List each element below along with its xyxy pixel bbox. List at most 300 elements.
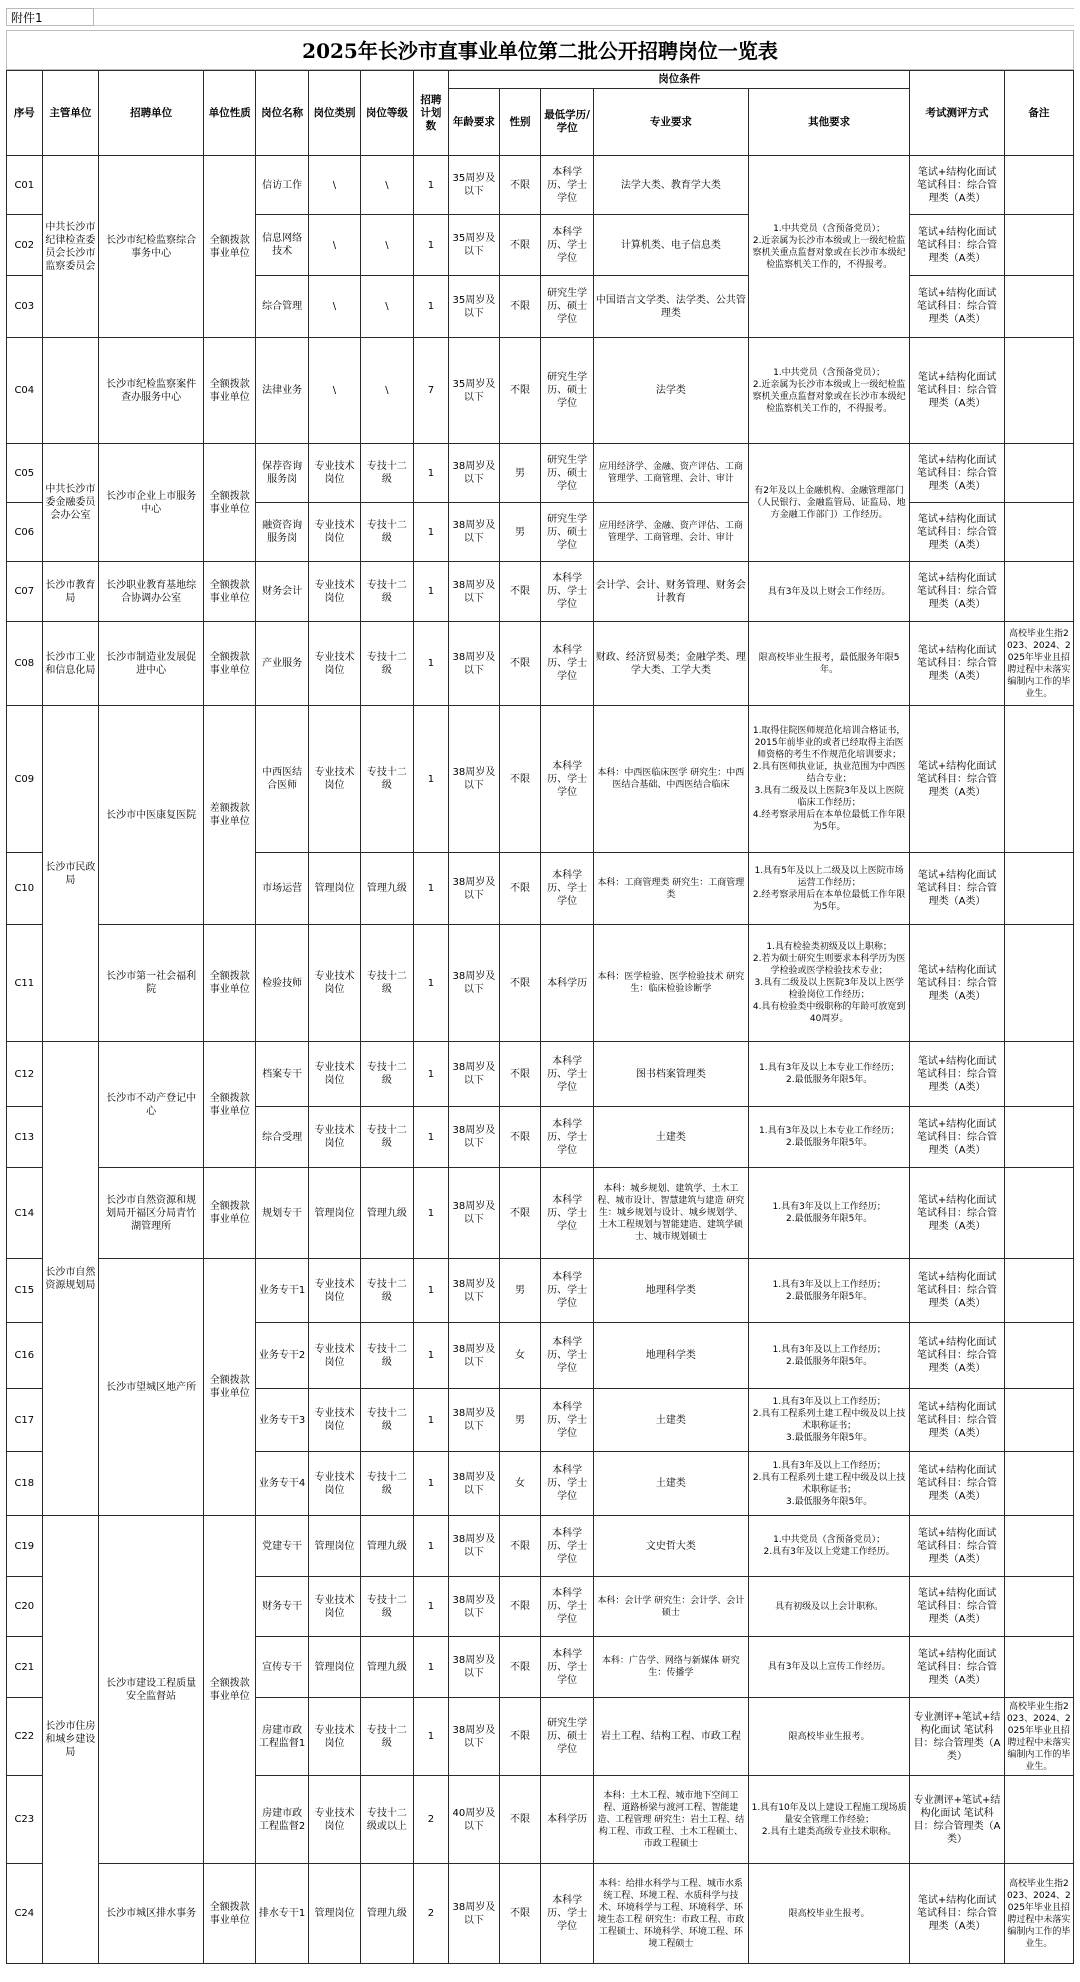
post-cell: 宣传专干: [256, 1637, 308, 1698]
header-seq: 序号: [7, 71, 43, 156]
note-cell: [1004, 1042, 1073, 1107]
exam-cell: 笔试+结构化面试 笔试科目：综合管理类（A类）: [910, 853, 1004, 925]
exam-cell: 笔试+结构化面试 笔试科目：综合管理类（A类）: [910, 925, 1004, 1042]
major-cell: 地理科学类: [593, 1323, 748, 1389]
post-cell: 规划专干: [256, 1168, 308, 1259]
header-unit: 招聘单位: [99, 71, 204, 156]
gender-cell: 不限: [499, 925, 541, 1042]
category-cell: \: [308, 338, 360, 444]
count-cell: 1: [413, 1637, 449, 1698]
count-cell: 1: [413, 1516, 449, 1577]
note-cell: [1004, 1168, 1073, 1259]
other-cell: 具有3年及以上财会工作经历。: [748, 562, 909, 622]
major-cell: 本科：土木工程、城市地下空间工程、道路桥梁与渡河工程、智能建造、工程管理 研究生：岩土工程、结构工程、市政工程、土木工程硕士、市政工程硕士: [593, 1776, 748, 1864]
major-cell: 计算机类、电子信息类: [593, 215, 748, 276]
age-cell: 38周岁及以下: [449, 1577, 499, 1637]
gender-cell: 不限: [499, 853, 541, 925]
major-cell: 本科：工商管理类 研究生：工商管理类: [593, 853, 748, 925]
nature-cell: 全额拨款事业单位: [204, 444, 256, 562]
table-row: [7, 1864, 1074, 1964]
category-cell: 专业技术岗位: [308, 1389, 360, 1452]
row-id: C20: [7, 1577, 43, 1637]
grade-cell: 管理九级: [361, 1864, 413, 1964]
other-cell: 限高校毕业生报考。: [748, 1864, 909, 1964]
table-row: [7, 1259, 1074, 1323]
other-cell: 1.中共党员（含预备党员）； 2.近亲属为长沙市本级或上一级纪检监察机关重点监督对象或在长沙市本级纪检监察机关工作的，不得报考。: [748, 338, 909, 444]
header-grade: 岗位等级: [361, 71, 413, 156]
post-cell: 房建市政工程监督1: [256, 1698, 308, 1776]
grade-cell: 专技十二级: [361, 562, 413, 622]
major-cell: 本科：给排水科学与工程、城市水系统工程、环境工程、水质科学与技术、环境科学与工程、环境科学、环境生态工程 研究生：市政工程、市政工程硕士、环境科学、环境工程、环境工程硕士: [593, 1864, 748, 1964]
exam-cell: 笔试+结构化面试 笔试科目：综合管理类（A类）: [910, 562, 1004, 622]
post-cell: 业务专干1: [256, 1259, 308, 1323]
note-cell: [1004, 562, 1073, 622]
nature-cell: 全额拨款事业单位: [204, 562, 256, 622]
table-row: [7, 1168, 1074, 1259]
category-cell: 专业技术岗位: [308, 1452, 360, 1516]
gender-cell: 不限: [499, 1168, 541, 1259]
post-cell: 信息网络技术: [256, 215, 308, 276]
other-cell: 1.具有检验类初级及以上职称； 2.若为硕士研究生则要求本科学历为医学检验或医学检验技术专业； 3.具有二级及以上医院3年及以上医学检验岗位工作经历； 4.具有检验类中级职称的年龄可放宽到40周岁。: [748, 925, 909, 1042]
category-cell: 专业技术岗位: [308, 706, 360, 853]
header-nature: 单位性质: [204, 71, 256, 156]
dept-cell: 中共长沙市委金融委员会办公室: [42, 444, 99, 562]
grade-cell: 专技十二级: [361, 1698, 413, 1776]
nature-cell: 全额拨款事业单位: [204, 156, 256, 338]
gender-cell: 不限: [499, 562, 541, 622]
major-cell: 应用经济学、金融、资产评估、工商管理学、工商管理、会计、审计: [593, 503, 748, 562]
major-cell: 本科：城乡规划、建筑学、土木工程、城市设计、智慧建筑与建造 研究生：城乡规划与设计、城乡规划学、土木工程规划与智能建造、建筑学硕士、城市规划硕士: [593, 1168, 748, 1259]
count-cell: 1: [413, 276, 449, 338]
header-note: 备注: [1004, 71, 1073, 156]
post-cell: 财务专干: [256, 1577, 308, 1637]
grade-cell: 专技十二级: [361, 444, 413, 503]
age-cell: 38周岁及以下: [449, 1107, 499, 1168]
attachment-label: 附件1: [6, 8, 94, 26]
row-id: C21: [7, 1637, 43, 1698]
age-cell: 38周岁及以下: [449, 444, 499, 503]
row-id: C06: [7, 503, 43, 562]
exam-cell: 笔试+结构化面试 笔试科目：综合管理类（A类）: [910, 156, 1004, 215]
category-cell: 专业技术岗位: [308, 1107, 360, 1168]
grade-cell: \: [361, 338, 413, 444]
note-cell: [1004, 1577, 1073, 1637]
count-cell: 1: [413, 1323, 449, 1389]
other-cell: 1.具有10年及以上建设工程施工现场质量安全管理工作经验； 2.具有土建类高级专业技术职称。: [748, 1776, 909, 1864]
other-cell: 1.取得住院医师规范化培训合格证书，2015年前毕业的或者已经取得主治医师资格的考生不作规范化培训要求； 2.具有医师执业证，执业范围为中西医结合专业； 3.具有二级及以上医院3年及以上医院临床工作经历； 4.经考察录用后在本单位最低工作年限为5年。: [748, 706, 909, 853]
note-cell: [1004, 276, 1073, 338]
exam-cell: 笔试+结构化面试 笔试科目：综合管理类（A类）: [910, 338, 1004, 444]
edu-cell: 本科学历: [541, 1776, 593, 1864]
unit-cell: 长沙市不动产登记中心: [99, 1042, 204, 1168]
gender-cell: 不限: [499, 215, 541, 276]
age-cell: 40周岁及以下: [449, 1776, 499, 1864]
recruitment-table: [6, 70, 1074, 1964]
grade-cell: 专技十二级: [361, 706, 413, 853]
count-cell: 1: [413, 1698, 449, 1776]
gender-cell: 不限: [499, 338, 541, 444]
other-cell: 1.具有3年及以上工作经历； 2.最低服务年限5年。: [748, 1168, 909, 1259]
other-cell: 1.具有3年及以上本专业工作经历； 2.最低服务年限5年。: [748, 1107, 909, 1168]
count-cell: 1: [413, 1389, 449, 1452]
header-other: 其他要求: [748, 89, 909, 156]
count-cell: 1: [413, 444, 449, 503]
row-id: C16: [7, 1323, 43, 1389]
nature-cell: 全额拨款事业单位: [204, 925, 256, 1042]
header-exam: 考试测评方式: [910, 71, 1004, 156]
edu-cell: 本科学历、学士学位: [541, 1107, 593, 1168]
other-cell: 有2年及以上金融机构、金融管理部门（人民银行、金融监管局、证监局、地方金融工作部门）工作经历。: [748, 444, 909, 562]
age-cell: 38周岁及以下: [449, 1168, 499, 1259]
row-id: C02: [7, 215, 43, 276]
note-cell: [1004, 444, 1073, 503]
edu-cell: 本科学历、学士学位: [541, 1168, 593, 1259]
edu-cell: 本科学历、学士学位: [541, 1323, 593, 1389]
row-id: C24: [7, 1864, 43, 1964]
age-cell: 35周岁及以下: [449, 338, 499, 444]
category-cell: \: [308, 156, 360, 215]
exam-cell: 笔试+结构化面试 笔试科目：综合管理类（A类）: [910, 1042, 1004, 1107]
count-cell: 1: [413, 706, 449, 853]
count-cell: 2: [413, 1864, 449, 1964]
header-edu: 最低学历/学位: [541, 89, 593, 156]
major-cell: 图书档案管理类: [593, 1042, 748, 1107]
note-cell: [1004, 1389, 1073, 1452]
table-row: [7, 622, 1074, 706]
exam-cell: 笔试+结构化面试 笔试科目：综合管理类（A类）: [910, 1864, 1004, 1964]
category-cell: 专业技术岗位: [308, 1042, 360, 1107]
category-cell: 管理岗位: [308, 853, 360, 925]
gender-cell: 男: [499, 1259, 541, 1323]
exam-cell: 专业测评+笔试+结构化面试 笔试科目：综合管理类（A类）: [910, 1776, 1004, 1864]
major-cell: 财政、经济贸易类；金融学类、理学大类、工学大类: [593, 622, 748, 706]
nature-cell: 全额拨款事业单位: [204, 338, 256, 444]
count-cell: 1: [413, 503, 449, 562]
table-row: [7, 925, 1074, 1042]
count-cell: 1: [413, 1168, 449, 1259]
age-cell: 38周岁及以下: [449, 1516, 499, 1577]
category-cell: 专业技术岗位: [308, 503, 360, 562]
grade-cell: 专技十二级: [361, 622, 413, 706]
exam-cell: 笔试+结构化面试 笔试科目：综合管理类（A类）: [910, 1516, 1004, 1577]
nature-cell: 全额拨款事业单位: [204, 1259, 256, 1516]
exam-cell: 笔试+结构化面试 笔试科目：综合管理类（A类）: [910, 622, 1004, 706]
row-id: C11: [7, 925, 43, 1042]
dept-cell: 长沙市住房和城乡建设局: [42, 1516, 99, 1964]
post-cell: 融资咨询服务岗: [256, 503, 308, 562]
post-cell: 产业服务: [256, 622, 308, 706]
grade-cell: 专技十二级: [361, 1259, 413, 1323]
age-cell: 38周岁及以下: [449, 1389, 499, 1452]
gender-cell: 女: [499, 1452, 541, 1516]
major-cell: 法学类: [593, 338, 748, 444]
gender-cell: 女: [499, 1323, 541, 1389]
grade-cell: 专技十二级: [361, 1452, 413, 1516]
major-cell: 岩土工程、结构工程、市政工程: [593, 1698, 748, 1776]
other-cell: 1.具有3年及以上本专业工作经历； 2.最低服务年限5年。: [748, 1042, 909, 1107]
edu-cell: 研究生学历、硕士学位: [541, 338, 593, 444]
dept-cell: 长沙市民政局: [42, 706, 99, 1042]
grade-cell: \: [361, 276, 413, 338]
post-cell: 综合受理: [256, 1107, 308, 1168]
other-cell: 1.中共党员（含预备党员）； 2.近亲属为长沙市本级或上一级纪检监察机关重点监督对象或在长沙市本级纪检监察机关工作的，不得报考。: [748, 156, 909, 338]
count-cell: 1: [413, 1452, 449, 1516]
age-cell: 38周岁及以下: [449, 1042, 499, 1107]
grade-cell: \: [361, 215, 413, 276]
other-cell: 具有初级及以上会计职称。: [748, 1577, 909, 1637]
exam-cell: 笔试+结构化面试 笔试科目：综合管理类（A类）: [910, 706, 1004, 853]
row-id: C05: [7, 444, 43, 503]
category-cell: 专业技术岗位: [308, 1259, 360, 1323]
header-age: 年龄要求: [449, 89, 499, 156]
count-cell: 2: [413, 1776, 449, 1864]
edu-cell: 本科学历、学士学位: [541, 156, 593, 215]
age-cell: 38周岁及以下: [449, 925, 499, 1042]
count-cell: 1: [413, 562, 449, 622]
note-cell: [1004, 1452, 1073, 1516]
exam-cell: 专业测评+笔试+结构化面试 笔试科目：综合管理类（A类）: [910, 1698, 1004, 1776]
row-id: C18: [7, 1452, 43, 1516]
other-cell: 1.具有5年及以上二级及以上医院市场运营工作经历； 2.经考察录用后在本单位最低工作年限为5年。: [748, 853, 909, 925]
age-cell: 38周岁及以下: [449, 1637, 499, 1698]
dept-cell: 长沙市工业和信息化局: [42, 622, 99, 706]
note-cell: [1004, 503, 1073, 562]
category-cell: \: [308, 215, 360, 276]
sheet-top-strip: [6, 8, 1074, 26]
exam-cell: 笔试+结构化面试 笔试科目：综合管理类（A类）: [910, 1107, 1004, 1168]
note-cell: [1004, 706, 1073, 853]
grade-cell: 管理九级: [361, 1168, 413, 1259]
category-cell: 专业技术岗位: [308, 1776, 360, 1864]
header-category: 岗位类别: [308, 71, 360, 156]
edu-cell: 研究生学历、硕士学位: [541, 503, 593, 562]
major-cell: 土建类: [593, 1452, 748, 1516]
exam-cell: 笔试+结构化面试 笔试科目：综合管理类（A类）: [910, 1452, 1004, 1516]
other-cell: 1.具有3年及以上工作经历； 2.具有工程系列土建工程中级及以上技术职称证书； 3.最低服务年限5年。: [748, 1452, 909, 1516]
row-id: C23: [7, 1776, 43, 1864]
gender-cell: 不限: [499, 156, 541, 215]
table-row: [7, 338, 1074, 444]
edu-cell: 本科学历、学士学位: [541, 562, 593, 622]
other-cell: 1.中共党员（含预备党员）； 2.具有3年及以上党建工作经历。: [748, 1516, 909, 1577]
exam-cell: 笔试+结构化面试 笔试科目：综合管理类（A类）: [910, 1637, 1004, 1698]
count-cell: 7: [413, 338, 449, 444]
edu-cell: 本科学历、学士学位: [541, 1042, 593, 1107]
nature-cell: 差额拨款事业单位: [204, 706, 256, 925]
edu-cell: 本科学历、学士学位: [541, 1259, 593, 1323]
row-id: C01: [7, 156, 43, 215]
note-cell: [1004, 215, 1073, 276]
table-row: [7, 562, 1074, 622]
grade-cell: 管理九级: [361, 853, 413, 925]
grade-cell: 专技十二级: [361, 1323, 413, 1389]
edu-cell: 本科学历、学士学位: [541, 622, 593, 706]
unit-cell: 长沙市中医康复医院: [99, 706, 204, 925]
note-cell: 高校毕业生指2023、2024、2025年毕业且招聘过程中未落实编制内工作的毕业生。: [1004, 1864, 1073, 1964]
age-cell: 38周岁及以下: [449, 503, 499, 562]
other-cell: 具有3年及以上宣传工作经历。: [748, 1637, 909, 1698]
unit-cell: 长沙市望城区地产所: [99, 1259, 204, 1516]
dept-cell: [42, 338, 99, 444]
row-id: C14: [7, 1168, 43, 1259]
unit-cell: 长沙市第一社会福利院: [99, 925, 204, 1042]
post-cell: 业务专干2: [256, 1323, 308, 1389]
post-cell: 业务专干4: [256, 1452, 308, 1516]
note-cell: [1004, 1516, 1073, 1577]
other-cell: 1.具有3年及以上工作经历； 2.最低服务年限5年。: [748, 1259, 909, 1323]
post-cell: 检验技师: [256, 925, 308, 1042]
table-row: [7, 1042, 1074, 1107]
age-cell: 38周岁及以下: [449, 853, 499, 925]
grade-cell: 专技十二级: [361, 1577, 413, 1637]
major-cell: 土建类: [593, 1389, 748, 1452]
count-cell: 1: [413, 1107, 449, 1168]
gender-cell: 不限: [499, 1516, 541, 1577]
dept-cell: 中共长沙市纪律检查委员会长沙市监察委员会: [42, 156, 99, 338]
edu-cell: 本科学历、学士学位: [541, 1452, 593, 1516]
unit-cell: 长沙职业教育基地综合协调办公室: [99, 562, 204, 622]
exam-cell: 笔试+结构化面试 笔试科目：综合管理类（A类）: [910, 1323, 1004, 1389]
post-cell: 业务专干3: [256, 1389, 308, 1452]
edu-cell: 本科学历、学士学位: [541, 1516, 593, 1577]
count-cell: 1: [413, 853, 449, 925]
note-cell: [1004, 1259, 1073, 1323]
major-cell: 应用经济学、金融、资产评估、工商管理学、工商管理、会计、审计: [593, 444, 748, 503]
table-row: [7, 156, 1074, 215]
post-cell: 党建专干: [256, 1516, 308, 1577]
category-cell: 专业技术岗位: [308, 1323, 360, 1389]
grade-cell: 专技十二级: [361, 1107, 413, 1168]
row-id: C12: [7, 1042, 43, 1107]
count-cell: 1: [413, 215, 449, 276]
nature-cell: 全额拨款事业单位: [204, 1042, 256, 1168]
edu-cell: 研究生学历、硕士学位: [541, 1698, 593, 1776]
edu-cell: 本科学历、学士学位: [541, 1577, 593, 1637]
age-cell: 35周岁及以下: [449, 215, 499, 276]
gender-cell: 不限: [499, 1042, 541, 1107]
count-cell: 1: [413, 1042, 449, 1107]
gender-cell: 不限: [499, 622, 541, 706]
note-cell: 高校毕业生指2023、2024、2025年毕业且招聘过程中未落实编制内工作的毕业生。: [1004, 622, 1073, 706]
note-cell: [1004, 1776, 1073, 1864]
category-cell: 专业技术岗位: [308, 1698, 360, 1776]
gender-cell: 不限: [499, 1864, 541, 1964]
edu-cell: 本科学历: [541, 925, 593, 1042]
gender-cell: 男: [499, 503, 541, 562]
count-cell: 1: [413, 925, 449, 1042]
other-cell: 限高校毕业生报考。: [748, 1698, 909, 1776]
post-cell: 保荐咨询服务岗: [256, 444, 308, 503]
note-cell: [1004, 1637, 1073, 1698]
gender-cell: 不限: [499, 1776, 541, 1864]
note-cell: [1004, 1323, 1073, 1389]
count-cell: 1: [413, 1259, 449, 1323]
dept-cell: 长沙市教育局: [42, 562, 99, 622]
gender-cell: 男: [499, 444, 541, 503]
category-cell: 专业技术岗位: [308, 925, 360, 1042]
major-cell: 本科：广告学、网络与新媒体 研究生：传播学: [593, 1637, 748, 1698]
row-id: C10: [7, 853, 43, 925]
age-cell: 38周岁及以下: [449, 706, 499, 853]
header-post: 岗位名称: [256, 71, 308, 156]
edu-cell: 本科学历、学士学位: [541, 1864, 593, 1964]
nature-cell: 全额拨款事业单位: [204, 1516, 256, 1864]
grade-cell: 专技十二级: [361, 1042, 413, 1107]
other-cell: 1.具有3年及以上工作经历； 2.具有工程系列土建工程中级及以上技术职称证书； 3.最低服务年限5年。: [748, 1389, 909, 1452]
edu-cell: 本科学历、学士学位: [541, 853, 593, 925]
post-cell: 市场运营: [256, 853, 308, 925]
age-cell: 38周岁及以下: [449, 1323, 499, 1389]
table-row: [7, 706, 1074, 853]
edu-cell: 本科学历、学士学位: [541, 706, 593, 853]
category-cell: 管理岗位: [308, 1864, 360, 1964]
age-cell: 38周岁及以下: [449, 1864, 499, 1964]
category-cell: 专业技术岗位: [308, 622, 360, 706]
post-cell: 排水专干1: [256, 1864, 308, 1964]
category-cell: 管理岗位: [308, 1516, 360, 1577]
exam-cell: 笔试+结构化面试 笔试科目：综合管理类（A类）: [910, 276, 1004, 338]
post-cell: 财务会计: [256, 562, 308, 622]
nature-cell: 全额拨款事业单位: [204, 622, 256, 706]
category-cell: 专业技术岗位: [308, 444, 360, 503]
major-cell: 本科：会计学 研究生：会计学、会计硕士: [593, 1577, 748, 1637]
age-cell: 38周岁及以下: [449, 622, 499, 706]
category-cell: \: [308, 276, 360, 338]
count-cell: 1: [413, 156, 449, 215]
unit-cell: 长沙市建设工程质量安全监督站: [99, 1516, 204, 1864]
header-conditions: 岗位条件: [449, 71, 910, 89]
age-cell: 35周岁及以下: [449, 156, 499, 215]
table-row: [7, 1516, 1074, 1577]
age-cell: 38周岁及以下: [449, 1259, 499, 1323]
major-cell: 会计学、会计、财务管理、财务会计教育: [593, 562, 748, 622]
row-id: C19: [7, 1516, 43, 1577]
note-cell: 高校毕业生指2023、2024、2025年毕业且招聘过程中未落实编制内工作的毕业生。: [1004, 1698, 1073, 1776]
other-cell: 1.具有3年及以上工作经历； 2.最低服务年限5年。: [748, 1323, 909, 1389]
post-cell: 信访工作: [256, 156, 308, 215]
major-cell: 地理科学类: [593, 1259, 748, 1323]
category-cell: 专业技术岗位: [308, 562, 360, 622]
exam-cell: 笔试+结构化面试 笔试科目：综合管理类（A类）: [910, 1259, 1004, 1323]
category-cell: 管理岗位: [308, 1637, 360, 1698]
gender-cell: 男: [499, 1389, 541, 1452]
exam-cell: 笔试+结构化面试 笔试科目：综合管理类（A类）: [910, 1389, 1004, 1452]
row-id: C03: [7, 276, 43, 338]
nature-cell: 全额拨款事业单位: [204, 1168, 256, 1259]
major-cell: 本科：医学检验、医学检验技术 研究生：临床检验诊断学: [593, 925, 748, 1042]
grade-cell: 专技十二级: [361, 503, 413, 562]
gender-cell: 不限: [499, 1577, 541, 1637]
gender-cell: 不限: [499, 706, 541, 853]
nature-cell: 全额拨款事业单位: [204, 1864, 256, 1964]
page-title: 2025年长沙市直事业单位第二批公开招聘岗位一览表: [6, 30, 1074, 70]
gender-cell: 不限: [499, 1107, 541, 1168]
grade-cell: 管理九级: [361, 1516, 413, 1577]
row-id: C07: [7, 562, 43, 622]
row-id: C17: [7, 1389, 43, 1452]
exam-cell: 笔试+结构化面试 笔试科目：综合管理类（A类）: [910, 444, 1004, 503]
unit-cell: 长沙市纪检监察案件查办服务中心: [99, 338, 204, 444]
post-cell: 档案专干: [256, 1042, 308, 1107]
major-cell: 文史哲大类: [593, 1516, 748, 1577]
row-id: C13: [7, 1107, 43, 1168]
age-cell: 35周岁及以下: [449, 276, 499, 338]
unit-cell: 长沙市城区排水事务: [99, 1864, 204, 1964]
edu-cell: 本科学历、学士学位: [541, 215, 593, 276]
header-major: 专业要求: [593, 89, 748, 156]
grade-cell: 管理九级: [361, 1637, 413, 1698]
count-cell: 1: [413, 622, 449, 706]
